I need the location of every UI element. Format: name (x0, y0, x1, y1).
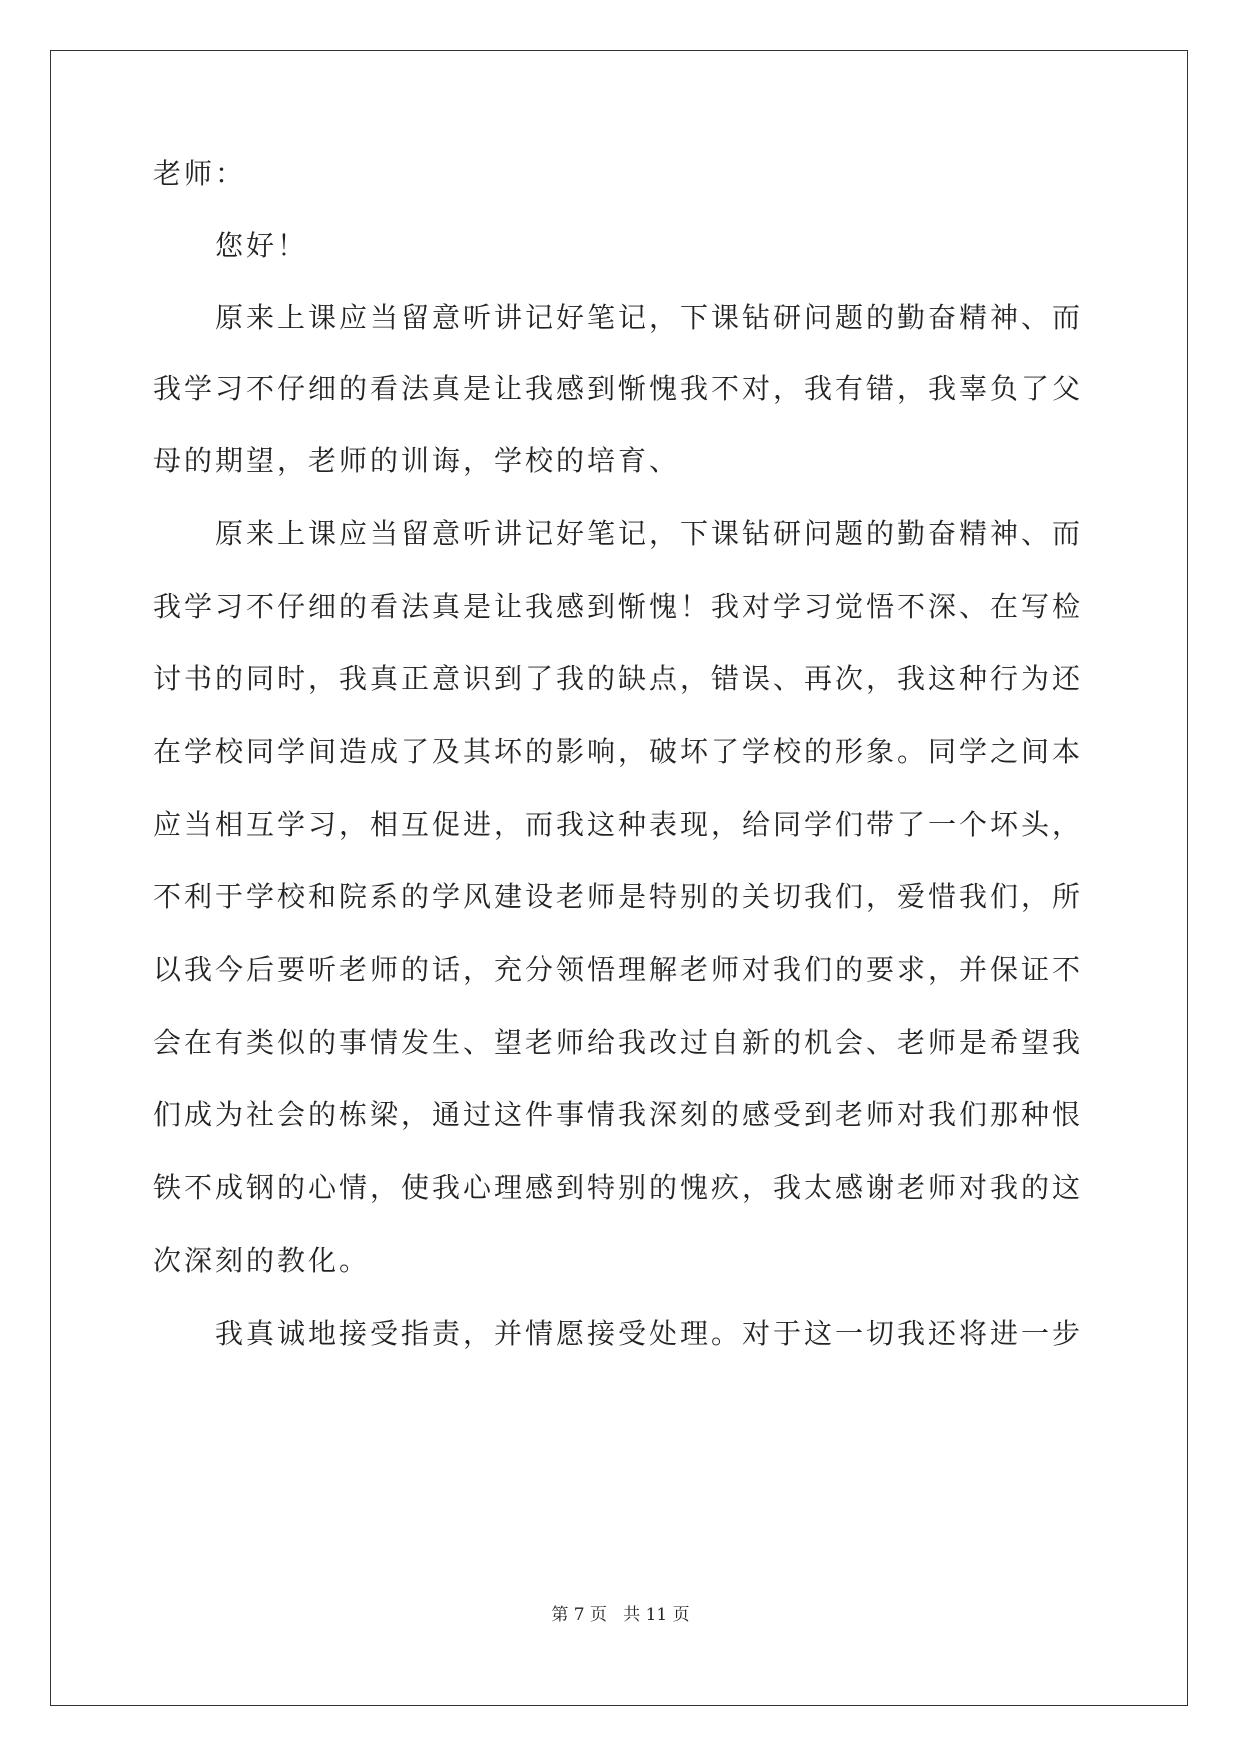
text-line: 我学习不仔细的看法真是让我感到惭愧我不对，我有错，我辜负了父 (153, 372, 1084, 405)
text-line: 以我今后要听老师的话，充分领悟理解老师对我们的要求，并保证不 (153, 953, 1084, 986)
text-line: 在学校同学间造成了及其坏的影响，破坏了学校的形象。同学之间本 (153, 735, 1084, 768)
text-line: 我学习不仔细的看法真是让我感到惭愧！我对学习觉悟不深、在写检 (153, 590, 1084, 623)
text-line: 会在有类似的事情发生、望老师给我改过自新的机会、老师是希望我 (153, 1026, 1084, 1059)
text-line: 铁不成钢的心情，使我心理感到特别的愧疚，我太感谢老师对我的这 (153, 1171, 1084, 1204)
text-line: 原来上课应当留意听讲记好笔记，下课钻研问题的勤奋精神、而 (215, 517, 1084, 550)
salutation-line: 老师： (153, 157, 247, 190)
text-line: 我真诚地接受指责，并情愿接受处理。对于这一切我还将进一步 (215, 1317, 1084, 1350)
page-number-footer: 第 7 页 共 11 页 (551, 1605, 690, 1625)
text-line: 不利于学校和院系的学风建设老师是特别的关切我们，爱惜我们，所 (153, 880, 1084, 913)
text-line: 们成为社会的栋梁，通过这件事情我深刻的感受到老师对我们那种恨 (153, 1098, 1084, 1131)
greeting-line: 您好！ (215, 229, 309, 262)
text-line: 原来上课应当留意听讲记好笔记，下课钻研问题的勤奋精神、而 (215, 301, 1084, 334)
text-line: 次深刻的教化。 (153, 1244, 371, 1277)
text-line: 应当相互学习，相互促进，而我这种表现，给同学们带了一个坏头， (153, 808, 1084, 841)
text-line: 讨书的同时，我真正意识到了我的缺点，错误、再次，我这种行为还 (153, 662, 1084, 695)
text-line: 母的期望，老师的训诲，学校的培育、 (153, 444, 681, 477)
